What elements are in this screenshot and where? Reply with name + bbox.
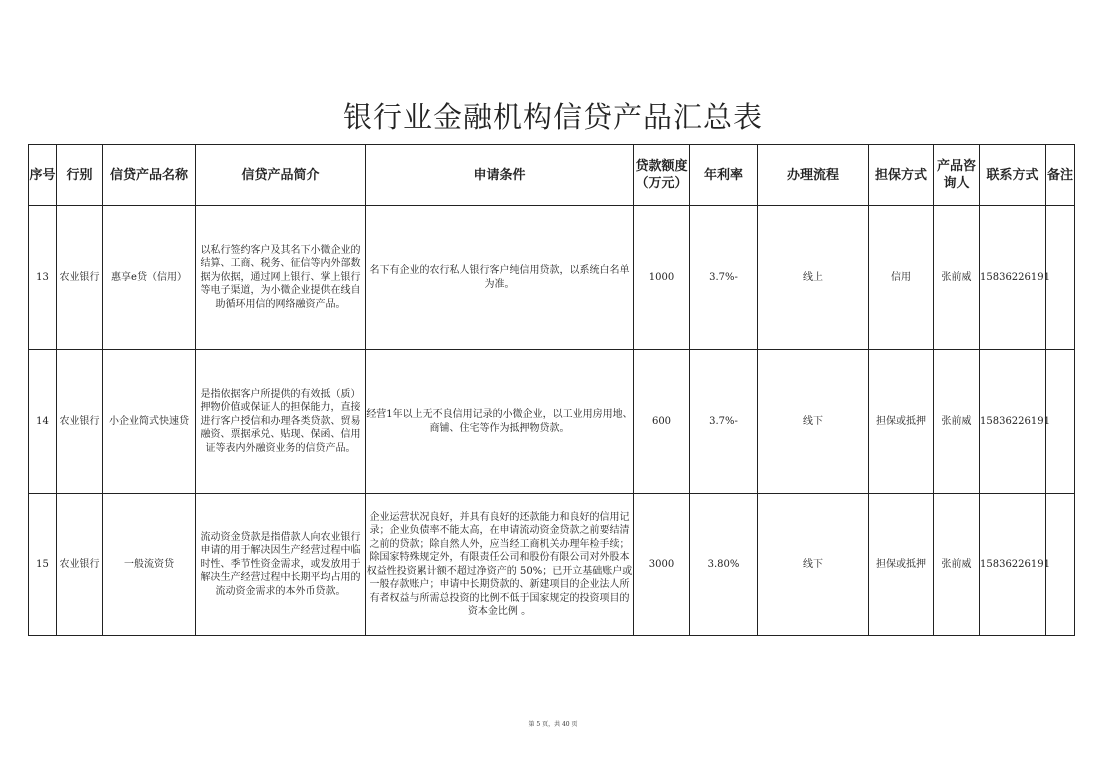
header-bank-type: 行别 bbox=[57, 145, 103, 206]
cell-guarantee: 信用 bbox=[869, 206, 934, 350]
cell-contact: 15836226191 bbox=[980, 494, 1046, 636]
cell-consultant: 张前威 bbox=[934, 206, 980, 350]
cell-bank-type: 农业银行 bbox=[57, 350, 103, 494]
cell-consultant: 张前威 bbox=[934, 350, 980, 494]
cell-product-name: 惠享e贷（信用） bbox=[103, 206, 196, 350]
table-row bbox=[29, 206, 1075, 350]
cell-process: 线下 bbox=[758, 494, 869, 636]
table-header-row bbox=[29, 145, 1075, 206]
cell-guarantee: 担保或抵押 bbox=[869, 350, 934, 494]
cell-amount: 600 bbox=[634, 350, 690, 494]
cell-consultant: 张前威 bbox=[934, 494, 980, 636]
header-seq: 序号 bbox=[29, 145, 57, 206]
credit-products-table bbox=[28, 144, 1075, 636]
cell-process: 线上 bbox=[758, 206, 869, 350]
cell-conditions: 名下有企业的农行私人银行客户纯信用贷款，以系统白名单为准。 bbox=[366, 206, 634, 350]
cell-product-name: 小企业简式快速贷 bbox=[103, 350, 196, 494]
header-process: 办理流程 bbox=[758, 145, 869, 206]
cell-intro: 流动资金贷款是指借款人向农业银行申请的用于解决因生产经营过程中临时性、季节性资金需求，或发放用于解决生产经营过程中长期平均占用的流动资金需求的本外币贷款。 bbox=[196, 494, 366, 636]
page-footer: 第 5 页，共 40 页 bbox=[528, 721, 578, 728]
header-remarks: 备注 bbox=[1046, 145, 1075, 206]
cell-seq: 13 bbox=[29, 206, 57, 350]
cell-intro: 以私行签约客户及其名下小微企业的结算、工商、税务、征信等内外部数据为依据，通过网上银行、掌上银行等电子渠道，为小微企业提供在线自助循环用信的网络融资产品。 bbox=[196, 206, 366, 350]
cell-process: 线下 bbox=[758, 350, 869, 494]
cell-contact: 15836226191 bbox=[980, 350, 1046, 494]
cell-intro: 是指依据客户所提供的有效抵（质）押物价值或保证人的担保能力，直接进行客户授信和办理各类贷款、贸易融资、票据承兑、贴现、保函、信用证等表内外融资业务的信贷产品。 bbox=[196, 350, 366, 494]
cell-amount: 1000 bbox=[634, 206, 690, 350]
cell-guarantee: 担保或抵押 bbox=[869, 494, 934, 636]
cell-conditions: 经营1年以上无不良信用记录的小微企业，以工业用房用地、商铺、住宅等作为抵押物贷款。 bbox=[366, 350, 634, 494]
cell-contact: 15836226191 bbox=[980, 206, 1046, 350]
cell-bank-type: 农业银行 bbox=[57, 494, 103, 636]
header-rate: 年利率 bbox=[690, 145, 758, 206]
cell-conditions: 企业运营状况良好，并具有良好的还款能力和良好的信用记录；企业负债率不能太高，在申请流动资金贷款之前要结清之前的贷款；除自然人外，应当经工商机关办理年检手续；除国家特殊规定外，有限责任公司和股份有限公司对外股本权益性投资累计额不超过净资产的 50%；已开立基础账户或一般存款账户；申请中长期贷款的、新建项目的企业法人所有者权益与所需总投资的比例不低于国家规定的投资项目的资本金比例 。 bbox=[366, 494, 634, 636]
header-consultant: 产品咨询人 bbox=[934, 145, 980, 206]
cell-rate: 3.7%- bbox=[690, 350, 758, 494]
table-row bbox=[29, 494, 1075, 636]
page-title: 银行业金融机构信贷产品汇总表 bbox=[342, 100, 763, 134]
header-contact: 联系方式 bbox=[980, 145, 1046, 206]
cell-product-name: 一般流资贷 bbox=[103, 494, 196, 636]
cell-seq: 14 bbox=[29, 350, 57, 494]
cell-seq: 15 bbox=[29, 494, 57, 636]
cell-bank-type: 农业银行 bbox=[57, 206, 103, 350]
header-conditions: 申请条件 bbox=[366, 145, 634, 206]
header-product-name: 信贷产品名称 bbox=[103, 145, 196, 206]
cell-amount: 3000 bbox=[634, 494, 690, 636]
header-guarantee: 担保方式 bbox=[869, 145, 934, 206]
header-amount: 贷款额度（万元） bbox=[634, 145, 690, 206]
table-row bbox=[29, 350, 1075, 494]
cell-rate: 3.80% bbox=[690, 494, 758, 636]
cell-rate: 3.7%- bbox=[690, 206, 758, 350]
header-intro: 信贷产品简介 bbox=[196, 145, 366, 206]
